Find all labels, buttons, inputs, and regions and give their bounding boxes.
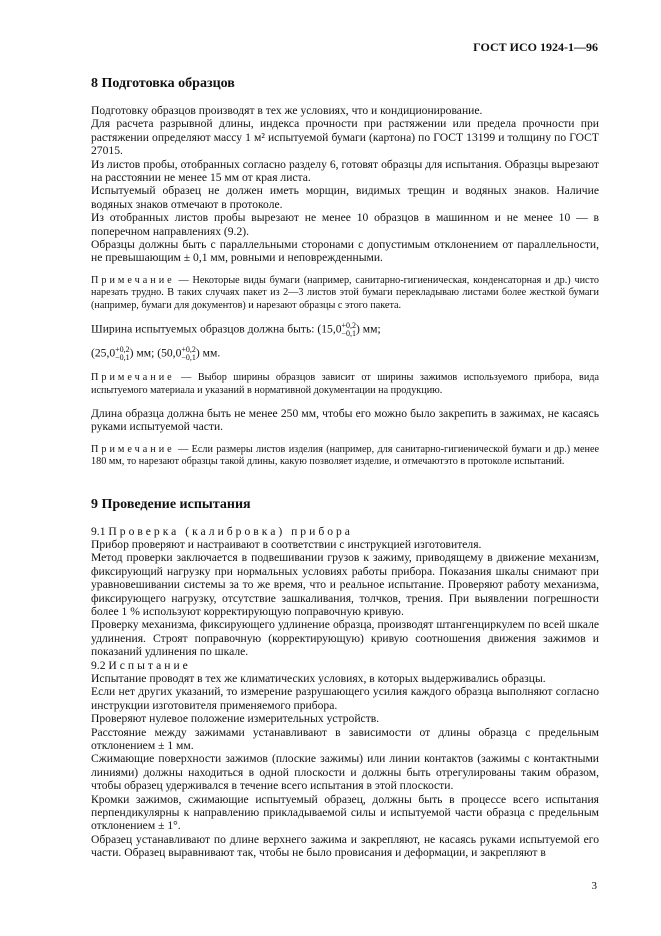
paragraph: Прибор проверяют и настраивают в соответствии с инструкцией изготовителя. [91,537,482,551]
paragraph: Проверяют нулевое положение измерительных устройств. [91,712,380,726]
paragraph: Сжимающие поверхности зажимов (плоские зажимы) или линии контактов (зажимы с контактными линиями) должны находиться в одной плоскости и должны быть отрегулированы таким образом, чтобы образец удерживался в течение всего испытания в этой плоскости. [91,752,599,793]
width-line-2 [91,346,599,362]
width-text: (25,0 [91,346,116,360]
paragraph: Кромки зажимов, сжимающие испытуемый образец, должны быть в процессе всего испытания перпендикулярны к направлению прикладываемой силы и испытуемой части образца с предельным отклонением ± 1°. [91,792,599,833]
paragraph: Подготовку образцов производят в тех же условиях, что и кондиционирование. [91,104,483,117]
page-number: 3 [591,880,597,892]
note-1 [91,275,599,312]
paragraph: Длина образца должна быть не менее 250 мм, чтобы его можно было закрепить в зажимах, не касаясь руками испытуемой части. [91,406,599,434]
width-text: ) мм. [195,346,221,360]
tolerance [181,346,196,362]
section-9-heading: 9 Проведение испытания [91,496,251,512]
section-8-heading: 8 Подготовка образцов [91,76,235,91]
note-text: — Выбор ширины образцов зависит от ширины зажимов используемого прибора, вида испытуемого материала и указаний в нормативной документации на продукцию. [91,372,599,396]
tolerance-lower: −0,1 [341,329,357,339]
note-label: Примечание [91,372,175,384]
tolerance-lower: −0,1 [115,353,130,363]
paragraph: Образцы должны быть с параллельными сторонами с допустимым отклонением от параллельности, не превышающим ± 0,1 мм, ровными и неповрежденными. [91,238,599,265]
paragraph: Испытание проводят в тех же климатических условиях, в которых выдерживались образцы. [91,672,546,685]
paragraph: Проверку механизма, фиксирующего удлинение образца, производят штангенциркулем по всей шкале удлинения. Строят поправочную (корректирующую) кривую соотношения движения зажимов и показаний удлинения по шкале. [91,618,599,659]
width-line-1 [91,322,599,338]
width-text: Ширина испытуемых образцов должна быть: (15,0 [91,322,342,336]
tolerance-upper: +0,2 [341,321,357,331]
note-2 [91,372,599,397]
standard-header: ГОСТ ИСО 1924-1—96 [473,40,598,54]
paragraph: Из листов пробы, отобранных согласно разделу 6, готовят образцы для испытания. Образцы вырезают на расстоянии не менее 15 мм от края листа. [91,157,599,185]
note-label: Примечание [91,443,175,455]
page-content [91,76,599,860]
width-text: ) мм; [356,322,381,336]
paragraph: Образец устанавливают по длине верхнего зажима и закрепляют, не касаясь руками испытуемой его части. Образец выравнивают так, чтобы не было провисания и деформации, и закрепляют в [91,832,599,860]
paragraph: Метод проверки заключается в подвешивании грузов к зажиму, приводящему в движение механизм, фиксирующий нагрузку при нормальных условиях работы прибора. Показания шкалы снимают при уравновешивании системы за то же время, что и реальное испытание. Проверяют работу механизма, фиксирующего нагрузку, отсутствие зашкаливания, толчков, трения. При выявлении погрешности более 1 % используют корректирующую поправочную кривую. [91,551,599,618]
tolerance-lower: −0,1 [181,353,196,363]
subsection-number: 9.1 [91,524,106,538]
subsection-9-2-heading [91,659,599,672]
subsection-number: 9.2 [91,658,106,672]
note-label: Примечание [91,274,175,286]
width-text: ) мм; (50,0 [129,346,182,360]
tolerance-upper: +0,2 [181,345,196,355]
subsection-title: Проверка (калибровка) прибора [108,524,353,538]
subsection-9-1-heading [91,525,599,538]
paragraph: Расстояние между зажимами устанавливают в зависимости от длины образца с предельным отклонением ± 1 мм. [91,725,599,753]
paragraph: Для расчета разрывной длины, индекса прочности при растяжении или предела прочности при растяжении определяют массу 1 м² испытуемой бумаги (картона) по ГОСТ 13199 и толщину по ГОСТ 27015. [91,117,599,158]
subsection-title: Испытание [108,658,191,672]
note-text: — Некоторые виды бумаги (например, санитарно-гигиеническая, конденсаторная и др.) чисто нарезать трудно. В таких случаях пакет из 2—3 листов этой бумаги перекладываю листами более жесткой бумаги (например, бумаги для документов) и нарезают образцы с этого пакета. [91,274,599,311]
tolerance [115,346,130,362]
note-text: — Если размеры листов изделия (например, для санитарно-гигиенической бумаги и др.) менее 180 мм, то нарезают образцы такой длины, какую позволяет изделие, и отмечаютэто в протоколе испытаний. [91,443,599,468]
paragraph: Если нет других указаний, то измерение разрушающего усилия каждого образца выполняют согласно инструкции изготовителя применяемого прибора. [91,685,599,712]
note-3 [91,444,599,469]
tolerance-upper: +0,2 [115,345,130,355]
tolerance [342,322,357,338]
paragraph: Испытуемый образец не должен иметь морщин, видимых трещин и водяных знаков. Наличие водяных знаков отмечают в протоколе. [91,184,599,211]
paragraph: Из отобранных листов пробы вырезают не менее 10 образцов в машинном и не менее 10 — в поперечном направлениях (9.2). [91,211,599,238]
